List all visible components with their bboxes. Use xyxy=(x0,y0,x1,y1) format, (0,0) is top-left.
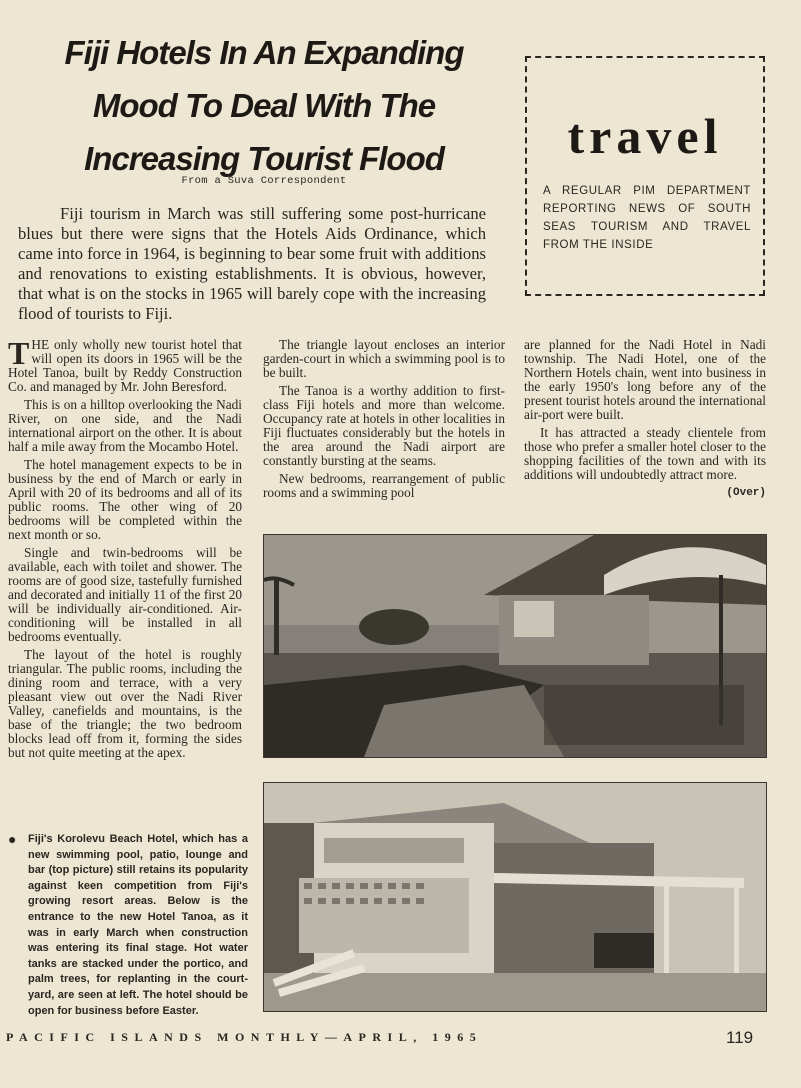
paragraph: The hotel management expects to be in business by the end of March or early in April with 20 of its bedrooms and all of its public rooms. The other wing of 20 bedrooms will be completed within the next month or so. xyxy=(8,457,242,542)
article-column-1 xyxy=(8,335,242,764)
paragraph: Single and twin-bedrooms will be available, each with toilet and shower. The rooms are of good size, tastefully furnished and decorated and initially 11 of the first 20 will be individually air-conditioned. Air-conditioning will be installed in all bedrooms eventually. xyxy=(8,545,242,644)
caption-text: Fiji's Korolevu Beach Hotel, which has a new swimming pool, patio, lounge and bar (top picture) still retains its popularity against keen competition from Fiji's growing resort areas. Below is the entrance to the new Hotel Tanoa, as it was in early March when construction was entering its final stage. Hot water tanks are stacked under the portico, and palm trees, for replanting in the court-yard, are seen at left. The hotel should be open for business before Easter. xyxy=(28,833,248,1017)
travel-description: A REGULAR PIM DEPARTMENT REPORTING NEWS OF SOUTH SEAS TOURISM AND TRAVEL FROM THE INSIDE xyxy=(543,185,751,251)
paragraph: The triangle layout encloses an interior garden-court in which a swimming pool is to be built. xyxy=(263,337,505,380)
paragraph: The Tanoa is a worthy addition to first-class Fiji hotels and more than welcome. Occupancy rate at hotels in other localities in Fiji fluctuates considerably but the hotels in the area around the Nadi airport are constantly bursting at the seams. xyxy=(263,383,505,468)
continued-marker: (Over) xyxy=(726,487,766,499)
paragraph: New bedrooms, rearrangement of public rooms and a swimming pool xyxy=(263,471,505,500)
article-column-2 xyxy=(263,338,505,504)
article-column-3 xyxy=(524,338,766,500)
paragraph: are planned for the Nadi Hotel in Nadi township. The Nadi Hotel, one of the Northern Hotels chain, went into business in the early 1950's long before any of the present tourist hotels around the international air-port were built. xyxy=(524,337,766,422)
publication-footer: PACIFIC ISLANDS MONTHLY—APRIL, 1965 xyxy=(6,1030,483,1044)
drop-cap: T xyxy=(8,335,30,371)
travel-department-box xyxy=(525,56,765,296)
paragraph: THE only wholly new tourist hotel that will open its doors in 1965 will be the Hotel Tanoa, built by Reddy Construction Co. and managed by Mr. John Beresford. xyxy=(8,335,242,394)
intro-paragraph: Fiji tourism in March was still suffering some post-hurricane blues but there were signs that the Hotels Aids Ordinance, which came into force in 1964, is beginning to bear some fruit with additions and renovations to existing establishments. It is obvious, however, that what is on the stocks in 1965 will barely cope with the increasing flood of tourists to Fiji. xyxy=(18,204,486,323)
bullet-icon: ● xyxy=(8,831,17,847)
paragraph: The layout of the hotel is roughly triangular. The public rooms, including the dining room and terrace, with a very pleasant view out over the Nadi River Valley, canefields and mountains, is the base of the triangle; the two bedroom blocks lead off from it, forming the sides but not quite meeting at the apex. xyxy=(8,647,242,760)
photo-caption xyxy=(8,832,248,1019)
travel-title: travel xyxy=(567,108,723,164)
article-headline: Fiji Hotels In An Expanding Mood To Deal With The Increasing Tourist Flood xyxy=(64,34,464,177)
byline: From a Suva Correspondent xyxy=(181,175,347,187)
paragraph: It has attracted a steady clientele from those who prefer a smaller hotel closer to the shopping facilities of the town and with its additions will undoubtedly attract more. xyxy=(524,425,766,482)
photo-korolevu-beach-hotel xyxy=(263,534,767,758)
paragraph: This is on a hilltop overlooking the Nadi River, on one side, and the Nadi international airport on the other. It is about half a mile away from the Mocambo Hotel. xyxy=(8,397,242,454)
photo-hotel-tanoa-entrance xyxy=(263,782,767,1012)
page-number: 119 xyxy=(726,1028,754,1047)
